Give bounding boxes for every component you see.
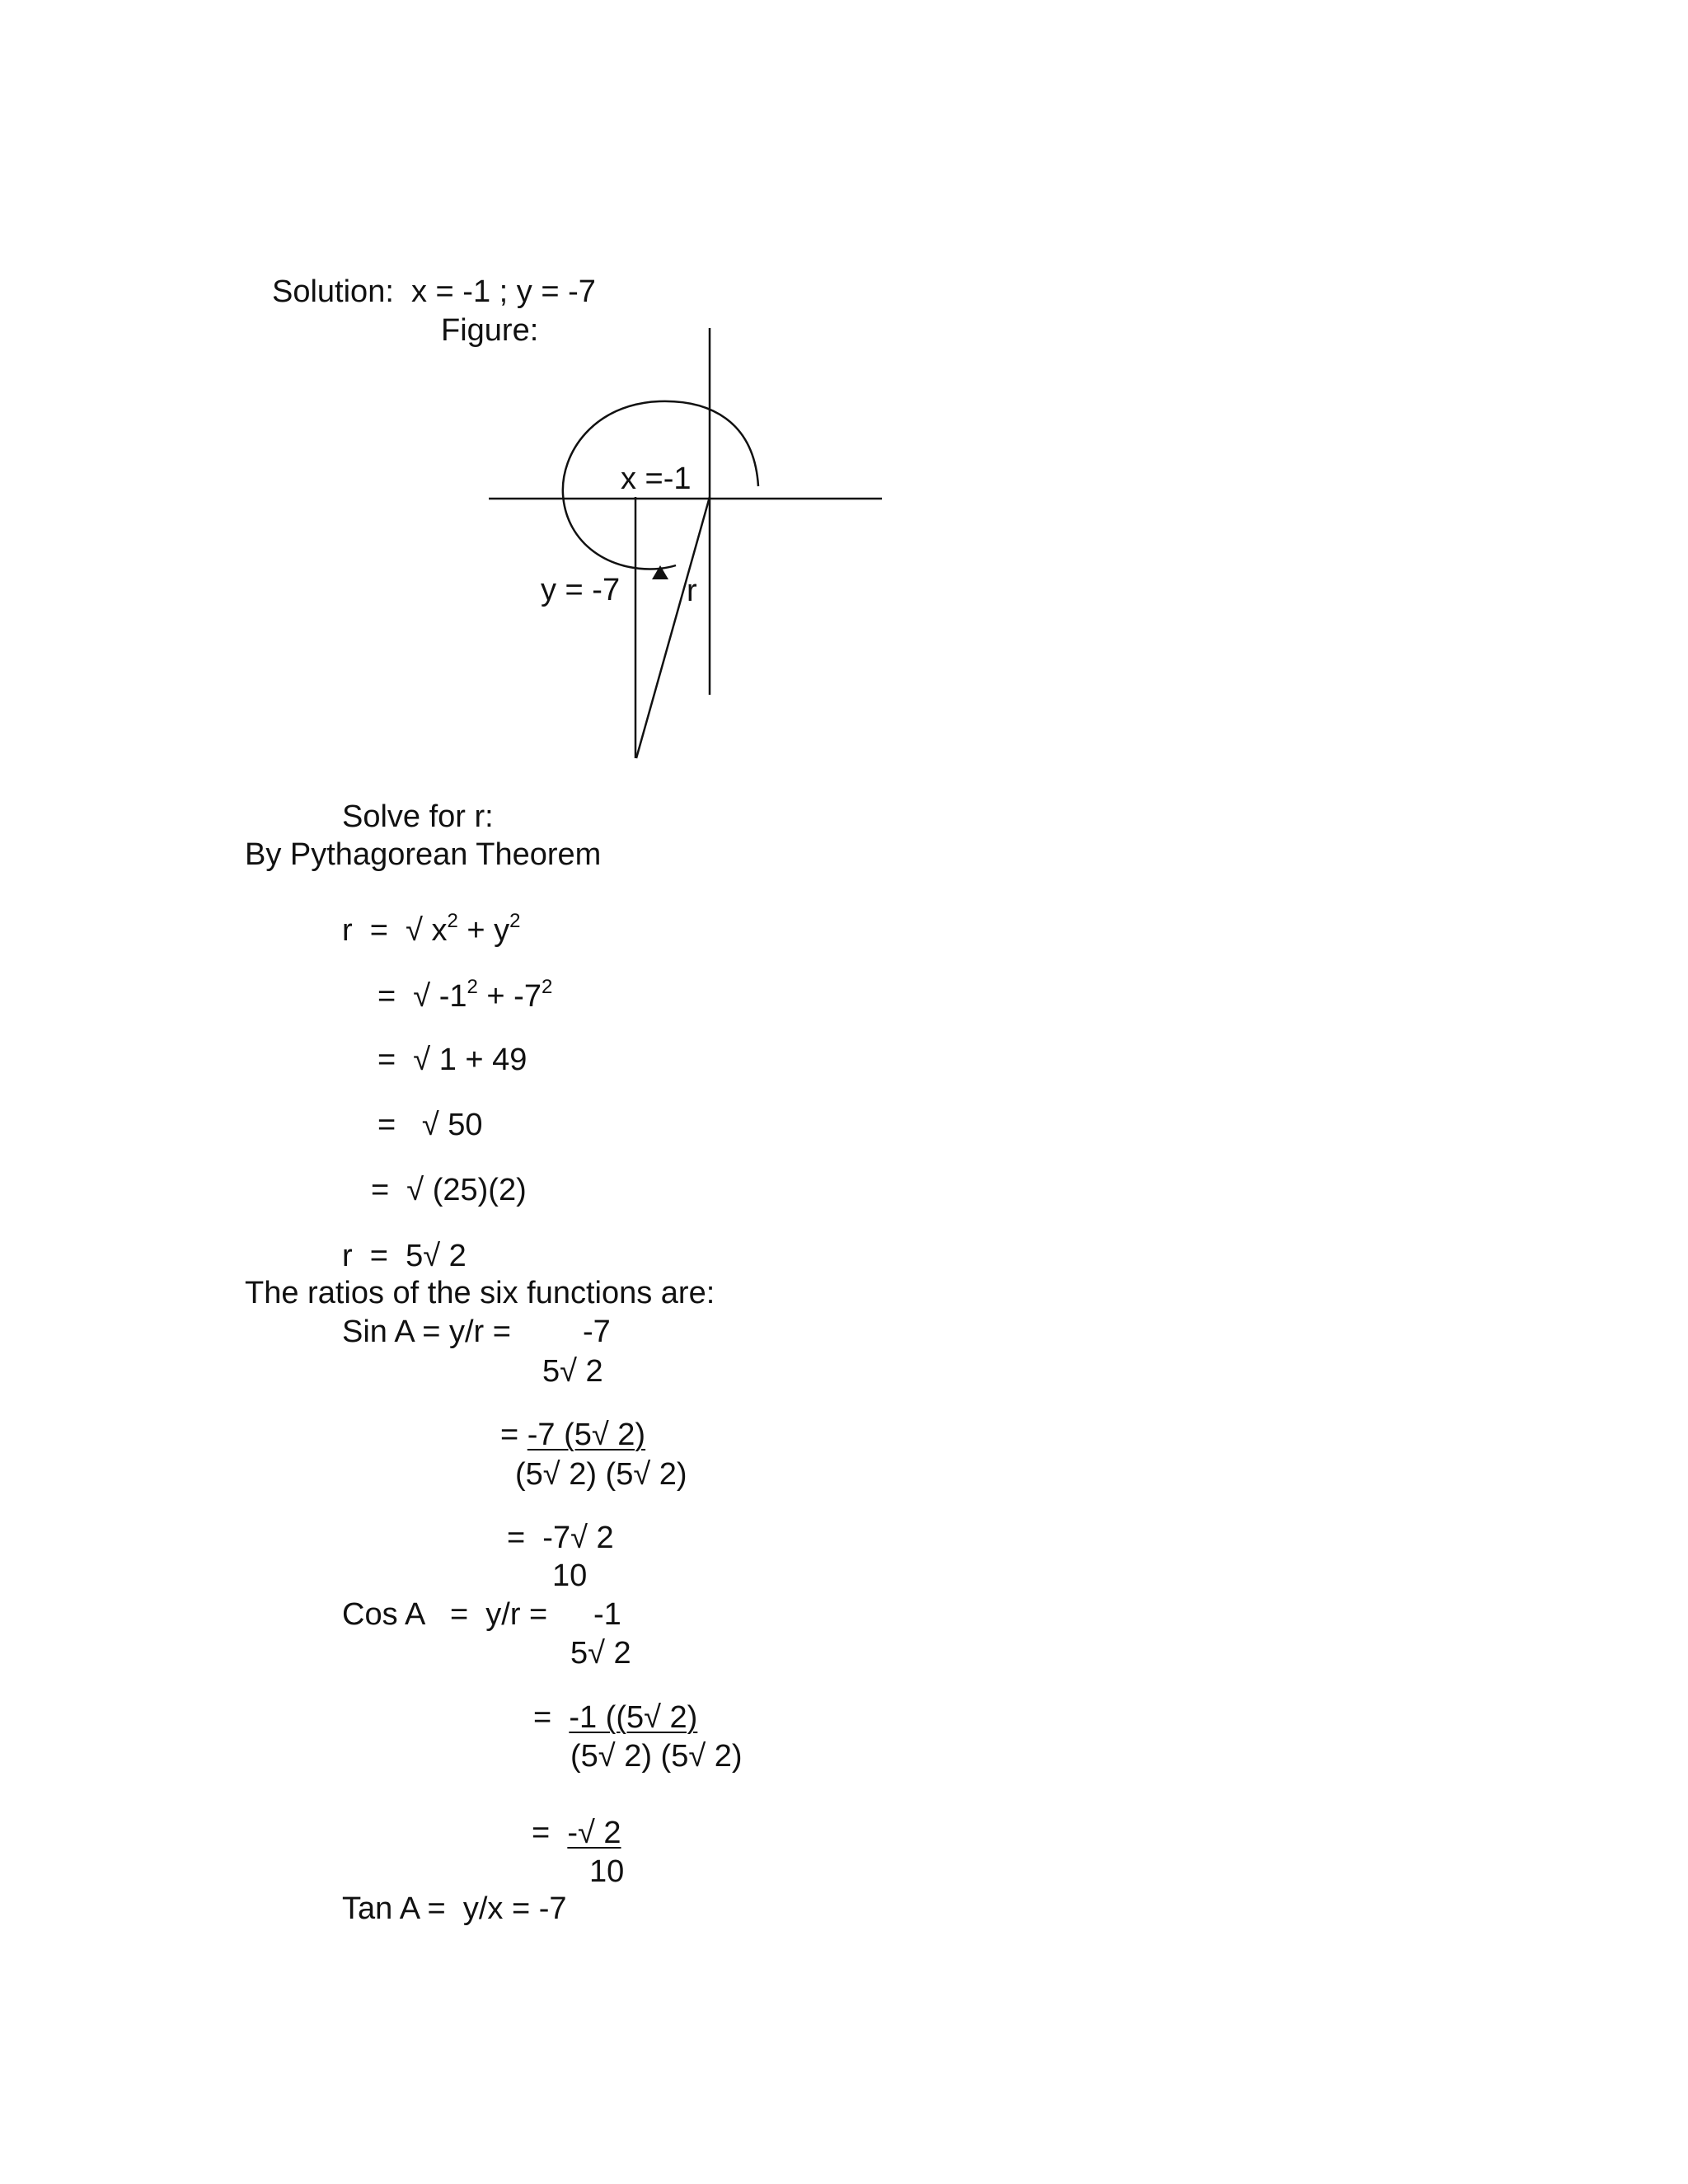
step-1: r = √ $x^2 + y^2$	[342, 910, 521, 948]
solution-line: Solution: x = -1 ; y = -7	[272, 274, 596, 309]
figure-r-label: r	[687, 574, 697, 608]
figure-x-label: x =-1	[621, 462, 692, 496]
sin-rationalize: = -7 (5√ 2)	[500, 1418, 646, 1452]
ratios-intro: The ratios of the six functions are:	[245, 1276, 715, 1310]
cos-label: Cos A = y/r =	[342, 1597, 548, 1632]
step-2: = √ $-1^2 + -7^2$	[377, 976, 553, 1014]
cos-rationalize: = -1 ((5√ 2)	[533, 1700, 698, 1735]
step-5: = √ (25)(2)	[371, 1173, 527, 1207]
cos-final-denominator: 10	[589, 1854, 625, 1889]
step-4: = √ 50	[377, 1108, 483, 1142]
cos-final: = -√ 2	[532, 1816, 621, 1850]
hypotenuse-r	[636, 497, 710, 758]
solve-title: Solve for r:	[342, 799, 494, 834]
figure-label: Figure:	[441, 313, 539, 348]
cos-rationalize-denominator: (5√ 2) (5√ 2)	[570, 1739, 743, 1774]
unit-circle-figure	[486, 326, 890, 775]
sin-rationalize-denominator: (5√ 2) (5√ 2)	[515, 1457, 687, 1492]
solve-method: By Pythagorean Theorem	[245, 837, 602, 872]
sin-final-denominator: 10	[552, 1558, 588, 1593]
cos-denominator: 5√ 2	[570, 1636, 631, 1671]
sin-denominator: 5√ 2	[542, 1354, 603, 1389]
sin-final: = -7√ 2	[507, 1521, 614, 1555]
sin-label: Sin A = y/r =	[342, 1315, 511, 1349]
step-3: = √ 1 + 49	[377, 1043, 528, 1077]
sin-numerator: -7	[583, 1315, 611, 1349]
tan-line: Tan A = y/x = -7	[342, 1891, 567, 1926]
step-6-result: r = 5√ 2	[342, 1239, 467, 1273]
figure-y-label: y = -7	[541, 573, 621, 607]
cos-numerator: -1	[593, 1597, 621, 1632]
